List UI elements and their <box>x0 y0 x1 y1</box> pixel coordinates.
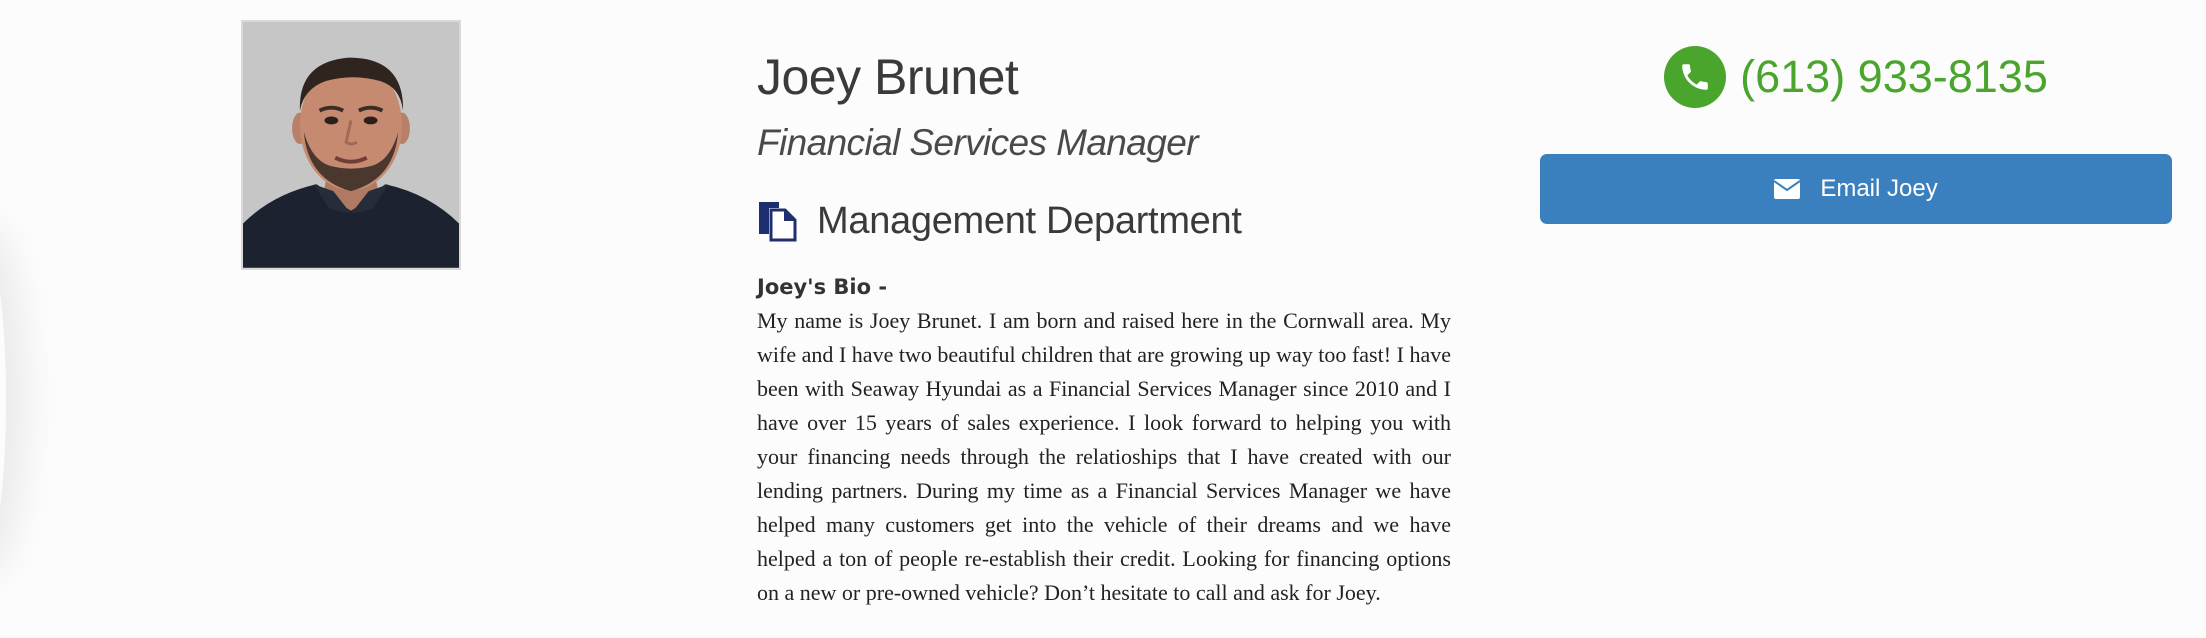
staff-photo <box>241 20 461 270</box>
phone-handset-glyph <box>1678 60 1712 94</box>
envelope-icon <box>1774 179 1800 199</box>
staff-info <box>757 40 1451 610</box>
contact-panel <box>1540 44 2172 224</box>
department-label: Management Department <box>817 199 1242 242</box>
department-row <box>757 198 1451 244</box>
documents-icon <box>757 200 797 242</box>
staff-photo-image <box>243 22 459 268</box>
staff-name: Joey Brunet <box>757 49 1019 105</box>
phone-icon[interactable] <box>1664 46 1726 108</box>
staff-title: Financial Services Manager <box>757 122 1198 163</box>
left-edge-shadow <box>0 240 6 560</box>
bio-heading: Joey's Bio - <box>757 275 888 299</box>
email-button[interactable] <box>1540 154 2172 224</box>
bio-text: My name is Joey Brunet. I am born and raised here in the Cornwall area. My wife and I have two beautiful children that are growing up way too fast! I have been with Seaway Hyundai as a Financial Services Manager since 2010 and I have over 15 years of sales experience. I look forward to helping you with your financing needs through the relatioships that I have created with our lending partners. During my time as a Financial Services Manager we have helped many customers get into the vehicle of their dreams and we have helped a ton of people re-establish their credit. Looking for financing options on a new or pre-owned vehicle? Don’t hesitate to call and ask for Joey. <box>757 308 1451 605</box>
email-button-label: Email Joey <box>1820 175 1938 202</box>
phone-row[interactable] <box>1540 44 2172 110</box>
phone-number-link[interactable]: (613) 933-8135 <box>1740 51 2048 102</box>
